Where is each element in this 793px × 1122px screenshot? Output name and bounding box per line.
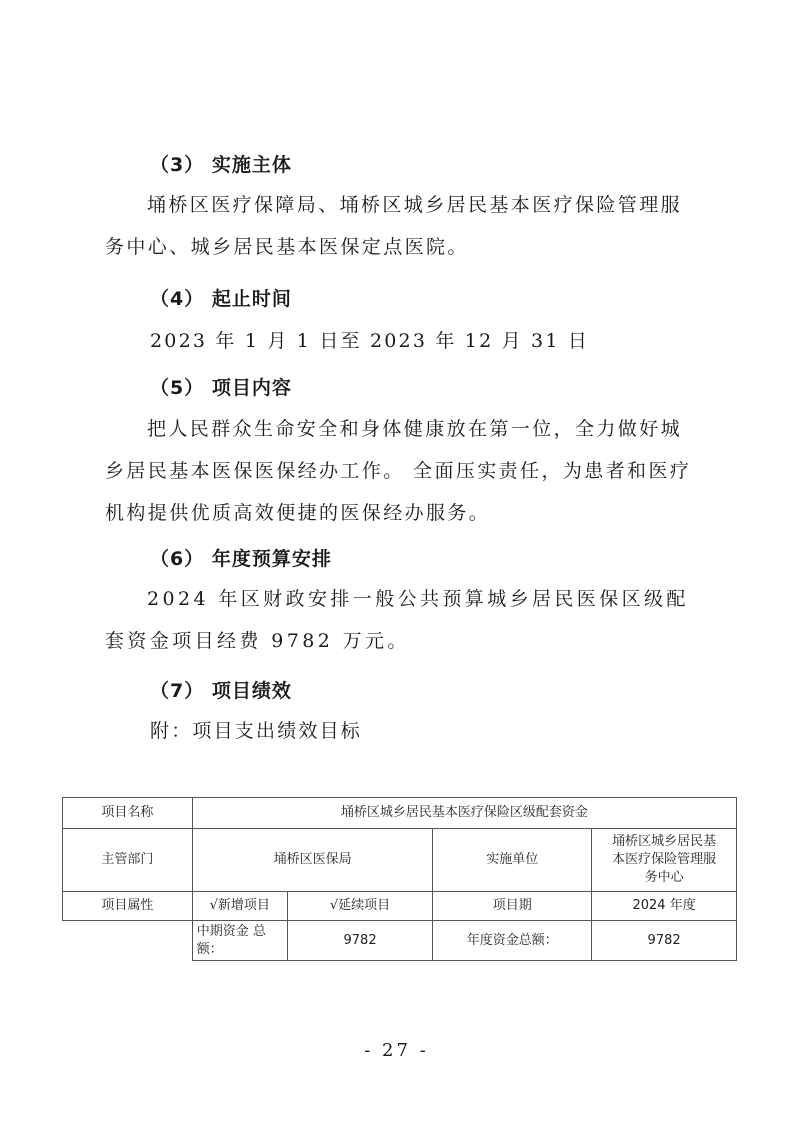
section-5-body: 把人民群众生命安全和身体健康放在第一位，全力做好城乡居民基本医保医保经办工作。 全面压实责任，为患者和医疗机构提供优质高效便捷的医保经办服务。 xyxy=(105,418,692,524)
table-row xyxy=(63,921,737,961)
project-performance-table xyxy=(62,797,737,961)
section-3-heading: （3） 实施主体 xyxy=(150,154,292,176)
project-name-value: 埇桥区城乡居民基本医疗保险区级配套资金 xyxy=(192,798,736,829)
blank-cell xyxy=(63,921,193,961)
section-6-heading: （6） 年度预算安排 xyxy=(150,548,332,570)
table-row xyxy=(63,829,737,892)
section-5-heading: （5） 项目内容 xyxy=(150,377,292,399)
period-label: 项目期 xyxy=(433,892,592,921)
annual-fund-label: 年度资金总额： xyxy=(433,921,592,961)
annual-fund-value: 9782 xyxy=(592,921,737,961)
section-7-heading: （7） 项目绩效 xyxy=(150,680,292,702)
attr-new: √新增项目 xyxy=(192,892,287,921)
project-name-label: 项目名称 xyxy=(63,798,193,829)
mid-fund-label: 中期资金 总额： xyxy=(192,921,287,961)
mid-fund-value: 9782 xyxy=(287,921,433,961)
section-3-body: 埇桥区医疗保障局、埇桥区城乡居民基本医疗保险管理服务中心、城乡居民基本医保定点医院。 xyxy=(105,194,683,258)
impl-unit-label: 实施单位 xyxy=(433,829,592,892)
section-4-body: 2023 年 1 月 1 日至 2023 年 12 月 31 日 xyxy=(150,330,590,352)
attachment-note: 附：项目支出绩效目标 xyxy=(150,720,363,742)
table-row xyxy=(63,798,737,829)
page-number: - 27 - xyxy=(364,1040,429,1061)
dept-label: 主管部门 xyxy=(63,829,193,892)
impl-unit-value: 埇桥区城乡居民基本医疗保险管理服务中心 xyxy=(592,829,737,892)
dept-value: 埇桥区医保局 xyxy=(192,829,433,892)
attr-continued: √延续项目 xyxy=(287,892,433,921)
section-6-body: 2024 年区财政安排一般公共预算城乡居民医保区级配套资金项目经费 9782 万元。 xyxy=(105,588,689,652)
period-value: 2024 年度 xyxy=(592,892,737,921)
attr-label: 项目属性 xyxy=(63,892,193,921)
section-4-heading: （4） 起止时间 xyxy=(150,288,292,310)
table-row xyxy=(63,892,737,921)
